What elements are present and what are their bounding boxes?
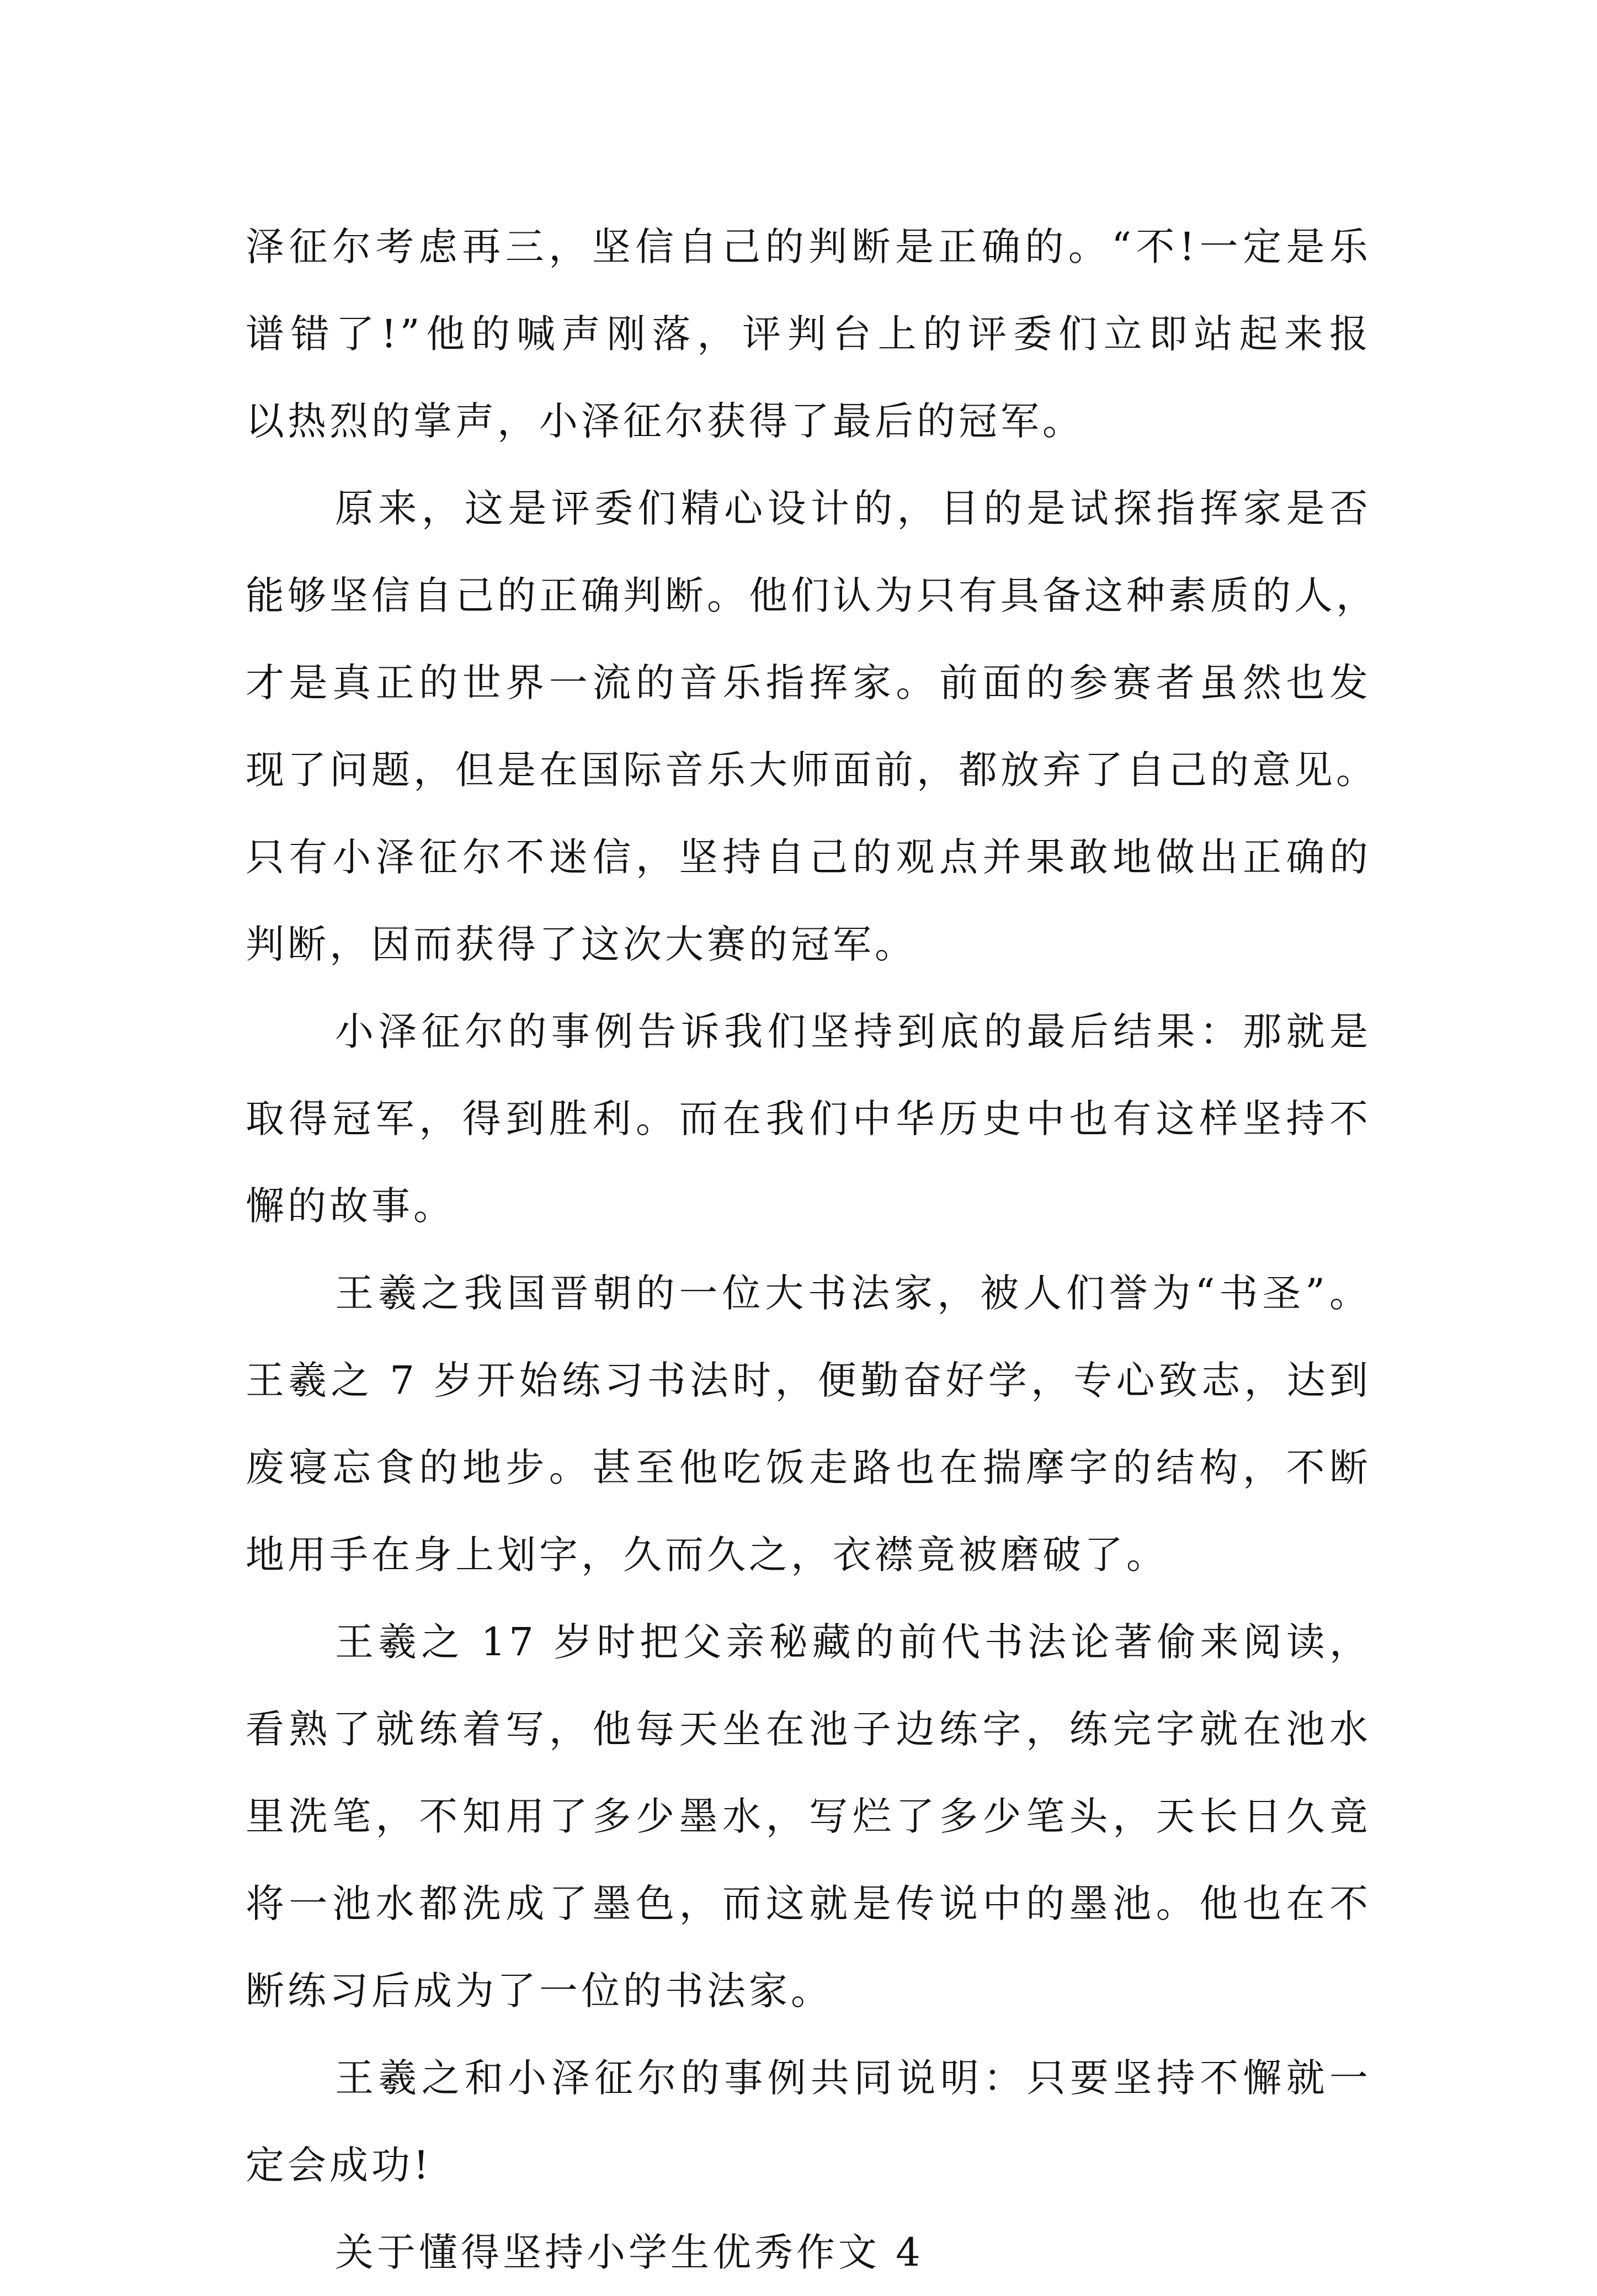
text-line: 泽征尔考虑再三，坚信自己的判断是正确的。“不!一定是乐 <box>246 224 1371 269</box>
text-line: 断练习后成为了一位的书法家。 <box>246 1968 833 2013</box>
text-line: 能够坚信自己的正确判断。他们认为只有具备这种素质的人， <box>246 573 1378 618</box>
text-line: 判断，因而获得了这次大赛的冠军。 <box>246 922 917 967</box>
paragraph-first-line: 王羲之和小泽征尔的事例共同说明：只要坚持不懈就一 <box>335 2055 1371 2101</box>
text-line: 以热烈的掌声，小泽征尔获得了最后的冠军。 <box>246 398 1084 444</box>
text-line: 只有小泽征尔不迷信，坚持自己的观点并果敢地做出正确的 <box>246 835 1371 880</box>
text-line: 定会成功! <box>246 2143 433 2188</box>
text-line: 将一池水都洗成了墨色，而这就是传说中的墨池。他也在不 <box>246 1881 1371 1926</box>
text-line: 才是真正的世界一流的音乐指挥家。前面的参赛者虽然也发 <box>246 660 1371 705</box>
text-line: 懈的故事。 <box>246 1183 455 1229</box>
document-page <box>246 203 1378 2296</box>
text-line: 取得冠军，得到胜利。而在我们中华历史中也有这样坚持不 <box>246 1096 1371 1141</box>
text-line: 现了问题，但是在国际音乐大师面前，都放弃了自己的意见。 <box>246 747 1378 793</box>
text-line: 王羲之 7 岁开始练习书法时，便勤奋好学，专心致志，达到 <box>246 1358 1371 1403</box>
text-line: 里洗笔，不知用了多少墨水，写烂了多少笔头，天长日久竟 <box>246 1794 1371 1839</box>
text-line: 谱错了!”他的喊声刚落，评判台上的评委们立即站起来报 <box>246 311 1371 357</box>
paragraph-first-line: 王羲之我国晋朝的一位大书法家，被人们誉为“书圣”。 <box>335 1271 1371 1316</box>
paragraph-first-line: 原来，这是评委们精心设计的，目的是试探指挥家是否 <box>335 486 1371 531</box>
paragraph-first-line: 王羲之 17 岁时把父亲秘藏的前代书法论著偷来阅读， <box>335 1619 1371 1665</box>
paragraph-first-line: 小泽征尔的事例告诉我们坚持到底的最后结果：那就是 <box>335 1009 1371 1054</box>
section-heading: 关于懂得坚持小学生优秀作文 4 <box>335 2230 924 2275</box>
text-line: 地用手在身上划字，久而久之，衣襟竟被磨破了。 <box>246 1532 1168 1577</box>
text-line: 看熟了就练着写，他每天坐在池子边练字，练完字就在池水 <box>246 1707 1371 1752</box>
text-line: 废寝忘食的地步。甚至他吃饭走路也在揣摩字的结构，不断 <box>246 1445 1371 1490</box>
